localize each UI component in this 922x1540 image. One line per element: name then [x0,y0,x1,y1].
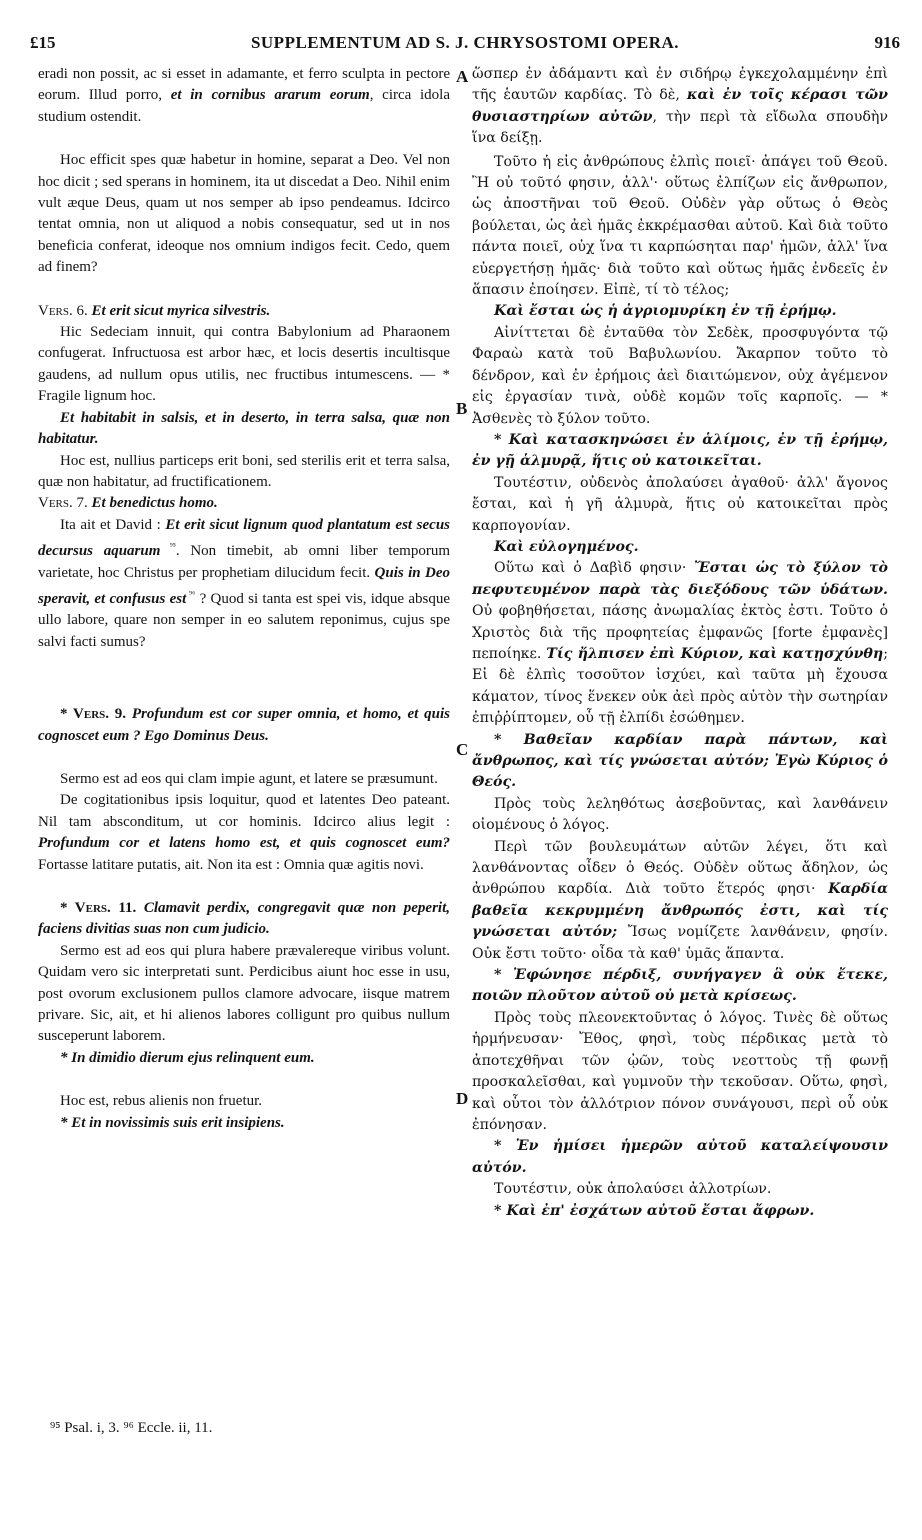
greek-lemma: Καὶ εὐλογημένος. [494,538,639,555]
greek-paragraph: Αἰνίττεται δὲ ἐνταῦθα τὸν Σεδὲκ, προσφυγόντα τῷ Φαραὼ κατὰ τοῦ Βαβυλωνίου. Ἄκαρπον τοῦτο τὸ δένδρον, καὶ ἐν ἐρήμοις ἀεὶ διαιτώμενον, οὐχ ἀγέμενον εἰς ἐργασίαν τινὰ, οὐδὲ κομῶν τοῖς καρποῖς. — * Ἀσθενὲς τὸ ξύλον τοῦτο. [472,324,888,427]
verse-heading: Vers. 7. Et benedictus homo. [38,495,218,512]
latin-paragraph: De cogitationibus ipsis loquitur, quod et latentes Deo pateant. Nil tam absconditum, ut cor hominis. Idcirco alius legit : Profundum cor et latens homo est, et quis cognoscet eum? Fortasse latitare putatis, ait. Non ita est : Omnia quæ agitis novi. [38,792,450,873]
greek-lemma: * Βαθεῖαν καρδίαν παρὰ πάντων, καὶ ἄνθρωπος, καὶ τίς γνώσεται αὐτόν; Ἐγὼ Κύριος ὁ Θεός. [472,731,888,791]
latin-paragraph: Hic Sedeciam innuit, qui contra Babylonium ad Pharaonem confugerat. Infructuosa est arbor hæc, et locis desertis incultisque gaudens, ad nullum opus utilis, nec fructibus intumescens. — * Fragile lignum hoc. [38,324,450,405]
latin-paragraph: Sermo est ad eos qui plura habere prævalereque viribus volunt. Quidam vero sic interpretati sunt. Perdicibus aiunt hoc esse in usu, post ovorum exclusionem pullos clamore advocare, iisque matrem privare. Sic, ait, et hi alienos labores colligunt pro quibus nullum susceperunt laborem. [38,942,450,1045]
latin-paragraph: eradi non possit, ac si esset in adamante, et ferro sculpta in pectore eorum. Illud porro, et in cornibus ararum eorum, circa idola studium ostendit. [38,66,451,125]
column-marker-c: C [456,740,469,759]
verse-heading: * Vers. 9. Profundum est cor super omnia, et homo, et quis cognoscet eum ? Ego Dominus Deus. [38,706,450,744]
latin-paragraph: Sermo est ad eos qui clam impie agunt, et latere se præsumunt. [60,770,438,787]
latin-paragraph: Hoc efficit spes quæ habetur in homine, separat a Deo. Vel non hoc dicit ; sed sperans in hominem, ita ut discedat a Deo. Nihil enim vult æque Deus, quam ut nos semper ab ipso pendeamus. Idcirco tentat omnia, non ut aliquod a nobis consequatur, sed ut in nos beneficia conferat, ideoque nos omnium indigos fecit. Cedo, quem ad finem? [38,152,450,276]
latin-paragraph: Hoc est, rebus alienis non fruetur. [60,1093,263,1110]
running-header [30,33,900,59]
greek-paragraph: Πρὸς τοὺς λεληθότως ἀσεβοῦντας, καὶ λανθάνειν οἰομένους ὁ λόγος. [472,795,888,834]
greek-paragraph: Τουτέστιν, οὐδενὸς ἀπολαύσει ἀγαθοῦ· ἀλλ' ἄγονος ἔσται, καὶ ἡ γῆ ἁλμυρὰ, ἥτις οὐ κατοικεῖται πρὸς καρπογονίαν. [472,474,888,534]
column-marker-b: B [456,399,468,418]
latin-lemma: Et habitabit in salsis, et in deserto, in terra salsa, quæ non habitatur. [38,409,450,448]
greek-lemma: * Καὶ κατασκηνώσει ἐν ἁλίμοις, ἐν τῇ ἐρήμῳ, ἐν γῇ ἁλμυρᾷ, ἥτις οὐ κατοικεῖται. [472,431,888,470]
latin-column [38,64,450,1134]
greek-lemma: * Καὶ ἐπ' ἐσχάτων αὐτοῦ ἔσται ἄφρων. [494,1202,815,1219]
greek-paragraph: Οὕτω καὶ ὁ Δαβὶδ φησιν· Ἔσται ὡς τὸ ξύλον τὸ πεφυτευμένον παρὰ τὰς διεξόδους τῶν ὑδάτων. Οὐ φοβηθήσεται, πάσης ἀνωμαλίας ἐκτὸς ἐστι. Τοῦτο ὁ Χριστὸς διὰ τῆς προφητείας ἐμφανῶς [forte ἐμφανὲς] πεποίηκε. Τίς ἤλπισεν ἐπὶ Κύριον, καὶ κατῃσχύνθη; Εἰ δὲ ἐλπὶς τοσοῦτον ἰσχύει, καὶ ταῦτα μὴ ἔχουσα κάματον, τίνος ἕνεκεν οὐκ ἀεὶ πρὸς αὐτὸν τὴν σωτηρίαν ἐπιῤῥίπτομεν, οὗ τῇ ἐλπίδι ἐσώθημεν. [472,560,888,727]
header-title: SUPPLEMENTUM AD S. J. CHRYSOSTOMI OPERA. [250,33,680,52]
column-marker-d: D [456,1089,469,1108]
greek-column [472,64,888,1222]
header-left-number: £15 [30,33,56,52]
greek-lemma: * Ἐφώνησε πέρδιξ, συνήγαγεν ἃ οὐκ ἔτεκε, ποιῶν πλοῦτον αὐτοῦ οὐ μετὰ κρίσεως. [472,967,888,1005]
latin-paragraph: Ita ait et David : Et erit sicut lignum quod plantatum est secus decursus aquarum $^{^{95}}$. Non timebit, ab omni liber temporum varietate, hoc Christus per prophetiam dilucidum fecit. Quis in Deo speravit, et confusus est $^{^{96}}$ ? Quod si tanta est spei vis, idque absque ullo labore, quare non semper in eo salutem reponimus, cujus spe salvi facti sumus? [38,516,450,650]
greek-paragraph: Τοῦτο ἡ εἰς ἀνθρώπους ἐλπὶς ποιεῖ· ἀπάγει τοῦ Θεοῦ. Ἢ οὐ τοῦτό φησιν, ἀλλ'· οὕτως ἐλπίζων εἰς ἄνθρωπον, ὡς ἀποστῆναι τοῦ Θεοῦ. Οὐδὲν γὰρ οὕτως ὁ Θεὸς βούλεται, ὡς ἀεὶ ἡμᾶς ἐκκρέμασθαι αὐτοῦ. Καὶ διὰ τοῦτο πάντα ποιεῖ, οὐχ ἵνα τι καρπώσηται παρ' ἡμῶν, ἀλλ' ἵνα εὐεργετήσῃ ἡμᾶς· διὰ τοῦτο καὶ οὕτως ἡμᾶς ἐνδεεῖς ἐν ἅπασιν ἐποίησεν. Εἰπὲ, τί τὸ τέλος; [472,153,888,299]
footnotes: ⁹⁵ Psal. i, 3. ⁹⁶ Eccle. ii, 11. [50,1420,213,1436]
latin-lemma: * Et in novissimis suis erit insipiens. [60,1114,285,1131]
column-marker-a: A [456,67,469,86]
latin-paragraph: Hoc est, nullius particeps erit boni, sed sterilis erit et terra salsa, quæ non habitatur, ad fructificationem. [38,452,450,490]
verse-heading: * Vers. 11. Clamavit perdix, congregavit quæ non peperit, faciens divitias suas non cum judicio. [38,900,450,938]
greek-paragraph: ὥσπερ ἐν ἀδάμαντι καὶ ἐν σιδήρῳ ἐγκεχολαμμένην ἐπὶ τῆς ἑαυτῶν καρδίας. Τὸ δὲ, καὶ ἐν τοῖς κέρασι τῶν θυσιαστηρίων αὐτῶν, τὴν περὶ τὰ εἴδωλα σπουδὴν ἵνα δείξῃ. [472,66,889,147]
greek-lemma: Καὶ ἔσται ὡς ἡ ἀγριομυρίκη ἐν τῇ ἐρήμῳ. [494,303,837,320]
greek-lemma: * Ἐν ἡμίσει ἡμερῶν αὐτοῦ καταλείψουσιν αὐτόν. [472,1138,888,1176]
latin-lemma: * In dimidio dierum ejus relinquent eum. [60,1049,315,1066]
verse-heading: Vers. 6. Et erit sicut myrica silvestris. [38,302,271,319]
greek-paragraph: Τουτέστιν, οὐκ ἀπολαύσει ἀλλοτρίων. [494,1181,772,1198]
header-page-number: 916 [874,33,900,52]
greek-paragraph: Πρὸς τοὺς πλεονεκτοῦντας ὁ λόγος. Τινὲς δὲ οὕτως ἡρμήνευσαν· Ἔθος, φησὶ, τοὺς πέρδικας μετὰ τὸ ἀποτεχθῆναι τῶν ᾠῶν, τοὺς νεοττοὺς τῇ φωνῇ προσκαλεῖσθαι, καὶ γυμνοῦν τὴν τεκοῦσαν. Οὕτω, φησὶ, καὶ οὗτοι τὸν ἀλλότριον πόνον συνάγουσι, περὶ οὗ οὐκ ἐπόνησαν. [472,1009,888,1133]
greek-paragraph: Περὶ τῶν βουλευμάτων αὐτῶν λέγει, ὅτι καὶ λανθάνοντας οἶδεν ὁ Θεός. Οὐδὲν οὕτως ἄδηλον, ὡς ἀνθρώπου καρδία. Διὰ τοῦτο ἕτερός φησι· Καρδία βαθεῖα κεκρυμμένη ἄνθρωπός ἐστι, καὶ τίς γνώσεται αὐτόν; Ἴσως νομίζετε λανθάνειν, φησίν. Οὐκ ἔστι τοῦτο· οἶδα τὰ καθ' ὑμᾶς ἅπαντα. [472,838,889,962]
